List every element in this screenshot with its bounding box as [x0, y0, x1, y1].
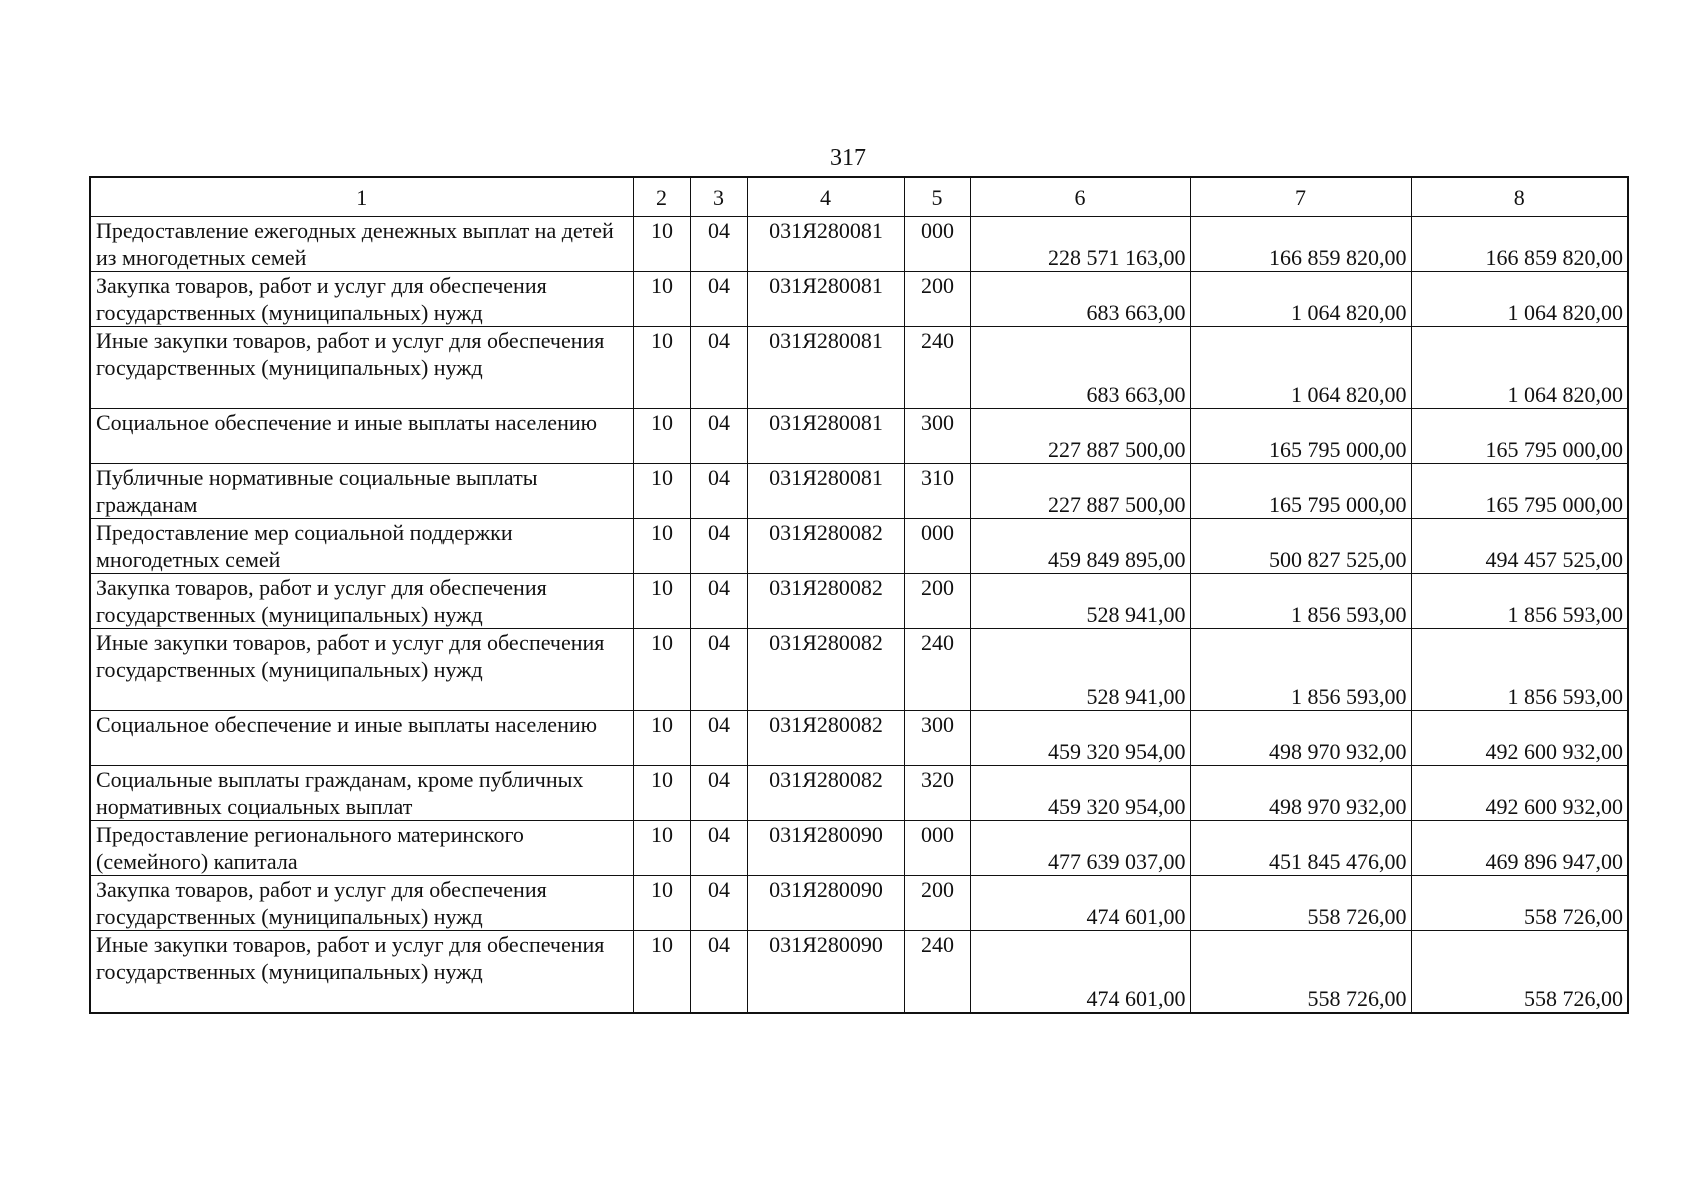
section-code-cell: 10	[633, 327, 690, 409]
amount-cell: 1 856 593,00	[1190, 574, 1411, 629]
row-name-cell: Социальное обеспечение и иные выплаты населению	[90, 711, 633, 766]
row-name-cell: Закупка товаров, работ и услуг для обеспечения государственных (муниципальных) нужд	[90, 574, 633, 629]
row-name-cell: Иные закупки товаров, работ и услуг для обеспечения государственных (муниципальных) нужд	[90, 629, 633, 711]
row-name-cell: Публичные нормативные социальные выплаты гражданам	[90, 464, 633, 519]
section-code-cell: 10	[633, 629, 690, 711]
amount-cell: 165 795 000,00	[1190, 409, 1411, 464]
section-code-cell: 10	[633, 711, 690, 766]
expense-type-cell: 000	[904, 821, 970, 876]
table-row	[90, 574, 1628, 629]
expense-type-cell: 000	[904, 217, 970, 272]
amount-cell: 492 600 932,00	[1411, 711, 1628, 766]
target-article-cell: 031Я280082	[747, 629, 904, 711]
header-cell: 6	[970, 177, 1190, 217]
target-article-cell: 031Я280082	[747, 519, 904, 574]
expense-type-cell: 300	[904, 711, 970, 766]
amount-cell: 228 571 163,00	[970, 217, 1190, 272]
expense-type-cell: 320	[904, 766, 970, 821]
table-row	[90, 711, 1628, 766]
subsection-code-cell: 04	[690, 931, 747, 1014]
header-cell: 3	[690, 177, 747, 217]
section-code-cell: 10	[633, 766, 690, 821]
section-code-cell: 10	[633, 519, 690, 574]
subsection-code-cell: 04	[690, 821, 747, 876]
expense-type-cell: 200	[904, 876, 970, 931]
target-article-cell: 031Я280082	[747, 711, 904, 766]
amount-cell: 477 639 037,00	[970, 821, 1190, 876]
target-article-cell: 031Я280081	[747, 327, 904, 409]
section-code-cell: 10	[633, 217, 690, 272]
amount-cell: 1 064 820,00	[1190, 272, 1411, 327]
amount-cell: 500 827 525,00	[1190, 519, 1411, 574]
header-cell: 5	[904, 177, 970, 217]
target-article-cell: 031Я280081	[747, 217, 904, 272]
amount-cell: 165 795 000,00	[1411, 464, 1628, 519]
amount-cell: 459 849 895,00	[970, 519, 1190, 574]
table-row	[90, 931, 1628, 1014]
amount-cell: 1 064 820,00	[1411, 272, 1628, 327]
section-code-cell: 10	[633, 931, 690, 1014]
amount-cell: 492 600 932,00	[1411, 766, 1628, 821]
subsection-code-cell: 04	[690, 409, 747, 464]
table-header-row	[90, 177, 1628, 217]
row-name-cell: Иные закупки товаров, работ и услуг для обеспечения государственных (муниципальных) нужд	[90, 327, 633, 409]
expense-type-cell: 240	[904, 327, 970, 409]
expense-type-cell: 200	[904, 574, 970, 629]
row-name-cell: Закупка товаров, работ и услуг для обеспечения государственных (муниципальных) нужд	[90, 876, 633, 931]
amount-cell: 165 795 000,00	[1190, 464, 1411, 519]
table-row	[90, 272, 1628, 327]
subsection-code-cell: 04	[690, 272, 747, 327]
amount-cell: 474 601,00	[970, 876, 1190, 931]
amount-cell: 1 064 820,00	[1411, 327, 1628, 409]
section-code-cell: 10	[633, 574, 690, 629]
table-row	[90, 464, 1628, 519]
target-article-cell: 031Я280090	[747, 931, 904, 1014]
amount-cell: 459 320 954,00	[970, 766, 1190, 821]
subsection-code-cell: 04	[690, 711, 747, 766]
target-article-cell: 031Я280090	[747, 821, 904, 876]
subsection-code-cell: 04	[690, 464, 747, 519]
table-row	[90, 766, 1628, 821]
amount-cell: 683 663,00	[970, 327, 1190, 409]
row-name-cell: Закупка товаров, работ и услуг для обеспечения государственных (муниципальных) нужд	[90, 272, 633, 327]
row-name-cell: Социальные выплаты гражданам, кроме публичных нормативных социальных выплат	[90, 766, 633, 821]
amount-cell: 558 726,00	[1411, 931, 1628, 1014]
amount-cell: 459 320 954,00	[970, 711, 1190, 766]
amount-cell: 558 726,00	[1411, 876, 1628, 931]
amount-cell: 227 887 500,00	[970, 464, 1190, 519]
section-code-cell: 10	[633, 272, 690, 327]
row-name-cell: Социальное обеспечение и иные выплаты населению	[90, 409, 633, 464]
row-name-cell: Предоставление мер социальной поддержки многодетных семей	[90, 519, 633, 574]
subsection-code-cell: 04	[690, 629, 747, 711]
amount-cell: 494 457 525,00	[1411, 519, 1628, 574]
amount-cell: 474 601,00	[970, 931, 1190, 1014]
table-row	[90, 409, 1628, 464]
header-cell: 4	[747, 177, 904, 217]
amount-cell: 498 970 932,00	[1190, 711, 1411, 766]
row-name-cell: Предоставление ежегодных денежных выплат на детей из многодетных семей	[90, 217, 633, 272]
amount-cell: 528 941,00	[970, 574, 1190, 629]
target-article-cell: 031Я280082	[747, 766, 904, 821]
expense-type-cell: 310	[904, 464, 970, 519]
amount-cell: 1 856 593,00	[1411, 629, 1628, 711]
amount-cell: 558 726,00	[1190, 931, 1411, 1014]
header-cell: 2	[633, 177, 690, 217]
subsection-code-cell: 04	[690, 766, 747, 821]
expense-type-cell: 240	[904, 931, 970, 1014]
target-article-cell: 031Я280090	[747, 876, 904, 931]
amount-cell: 227 887 500,00	[970, 409, 1190, 464]
amount-cell: 528 941,00	[970, 629, 1190, 711]
subsection-code-cell: 04	[690, 876, 747, 931]
target-article-cell: 031Я280081	[747, 272, 904, 327]
header-cell: 8	[1411, 177, 1628, 217]
header-cell: 1	[90, 177, 633, 217]
page-number: 317	[830, 145, 866, 171]
row-name-cell: Предоставление регионального материнского (семейного) капитала	[90, 821, 633, 876]
amount-cell: 469 896 947,00	[1411, 821, 1628, 876]
amount-cell: 683 663,00	[970, 272, 1190, 327]
budget-table	[89, 176, 1629, 1014]
subsection-code-cell: 04	[690, 217, 747, 272]
expense-type-cell: 240	[904, 629, 970, 711]
table-row	[90, 217, 1628, 272]
expense-type-cell: 300	[904, 409, 970, 464]
expense-type-cell: 200	[904, 272, 970, 327]
amount-cell: 451 845 476,00	[1190, 821, 1411, 876]
amount-cell: 1 856 593,00	[1190, 629, 1411, 711]
amount-cell: 165 795 000,00	[1411, 409, 1628, 464]
amount-cell: 558 726,00	[1190, 876, 1411, 931]
table-row	[90, 519, 1628, 574]
row-name-cell: Иные закупки товаров, работ и услуг для обеспечения государственных (муниципальных) нужд	[90, 931, 633, 1014]
header-cell: 7	[1190, 177, 1411, 217]
target-article-cell: 031Я280081	[747, 409, 904, 464]
amount-cell: 498 970 932,00	[1190, 766, 1411, 821]
target-article-cell: 031Я280081	[747, 464, 904, 519]
expense-type-cell: 000	[904, 519, 970, 574]
table-row	[90, 876, 1628, 931]
table-row	[90, 327, 1628, 409]
amount-cell: 1 856 593,00	[1411, 574, 1628, 629]
section-code-cell: 10	[633, 876, 690, 931]
section-code-cell: 10	[633, 409, 690, 464]
amount-cell: 166 859 820,00	[1411, 217, 1628, 272]
section-code-cell: 10	[633, 464, 690, 519]
target-article-cell: 031Я280082	[747, 574, 904, 629]
section-code-cell: 10	[633, 821, 690, 876]
table-row	[90, 629, 1628, 711]
subsection-code-cell: 04	[690, 574, 747, 629]
subsection-code-cell: 04	[690, 327, 747, 409]
amount-cell: 166 859 820,00	[1190, 217, 1411, 272]
table-row	[90, 821, 1628, 876]
subsection-code-cell: 04	[690, 519, 747, 574]
amount-cell: 1 064 820,00	[1190, 327, 1411, 409]
